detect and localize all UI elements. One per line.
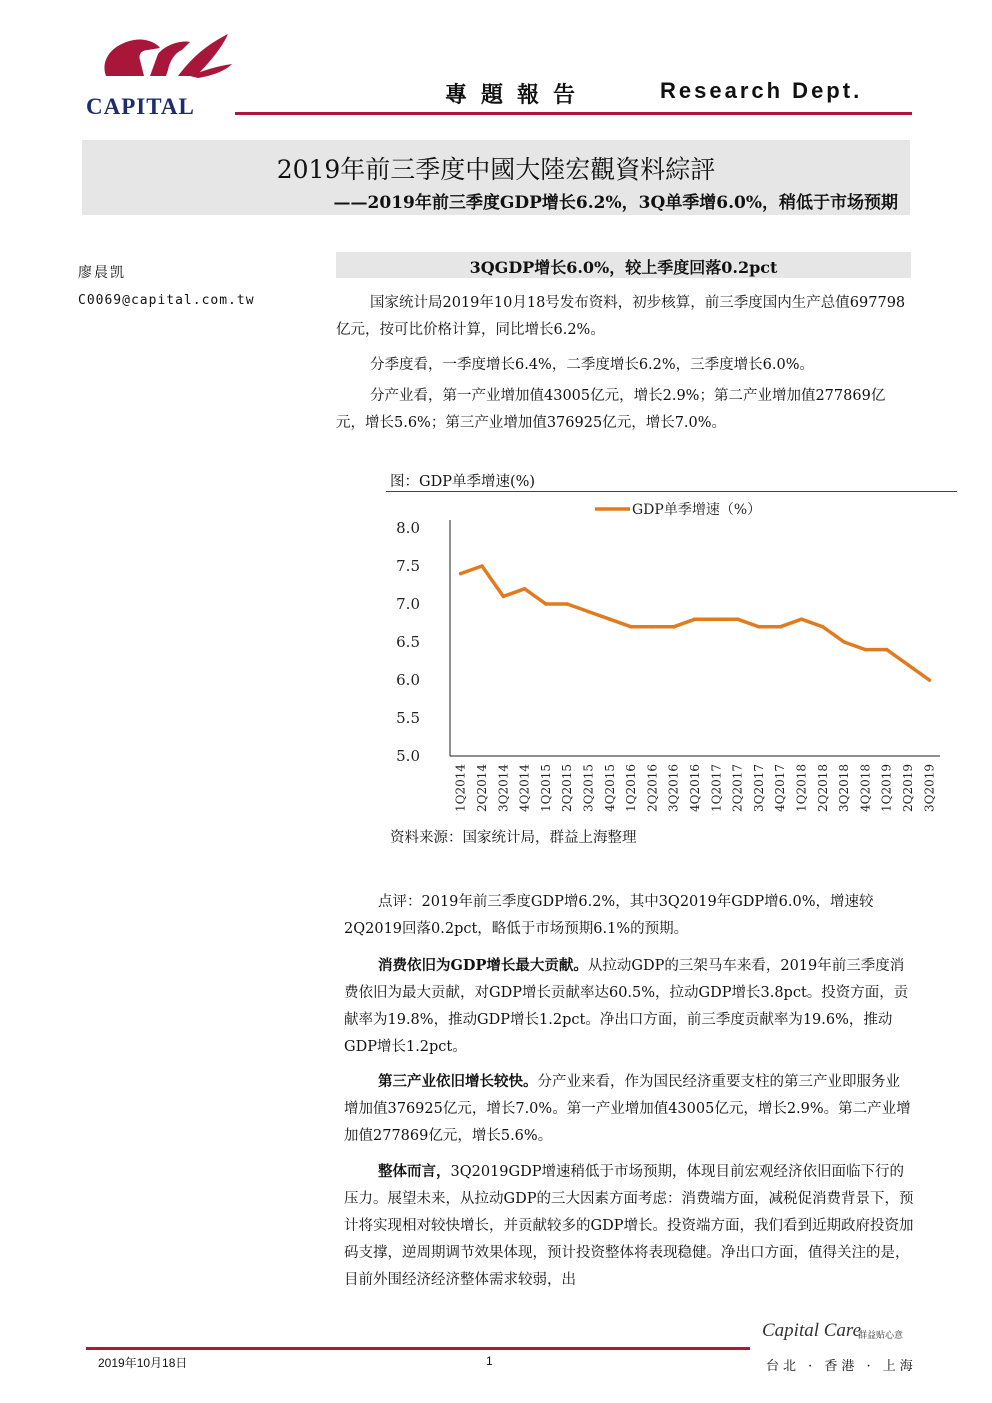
x-tick-label: 1Q2015 <box>538 764 553 813</box>
data-point <box>587 610 591 614</box>
data-point <box>885 648 889 652</box>
footer-brand-cn: 群益贴心意 <box>858 1331 904 1341</box>
x-tick-label: 3Q2016 <box>666 764 681 813</box>
capital-logo <box>86 30 236 120</box>
x-tick-label: 3Q2014 <box>496 764 511 813</box>
chart-source: 资料来源：国家统计局，群益上海整理 <box>390 830 637 846</box>
data-point <box>608 617 612 621</box>
x-tick-label: 2Q2014 <box>474 764 489 813</box>
footer-date: 2019年10月18日 <box>98 1356 188 1370</box>
logo-text: CAPITAL <box>86 94 195 119</box>
data-point <box>523 587 527 591</box>
data-point <box>736 617 740 621</box>
report-title: 2019年前三季度中國大陸宏觀資料綜評 <box>276 155 716 184</box>
x-tick-label: 4Q2018 <box>858 764 873 813</box>
x-tick-label: 2Q2017 <box>730 764 745 813</box>
x-tick-label: 1Q2014 <box>453 764 468 813</box>
y-tick-label: 8.0 <box>396 519 420 537</box>
comment-3-body: 分产业来看，作为国民经济重要支柱的第三产业即服务业增加值376925亿元，增长7.0%。第一产业增加值43005亿元，增长2.9%。第二产业增加值277869亿元，增长5.6%。 <box>344 1074 911 1144</box>
comment-3-lead: 第三产业依旧增长较快。 <box>378 1073 538 1090</box>
x-tick-label: 1Q2019 <box>879 764 894 813</box>
data-point <box>906 663 910 667</box>
data-point <box>501 595 505 599</box>
gdp-line-chart <box>380 495 960 825</box>
y-tick-label: 6.5 <box>396 633 420 651</box>
section-title: 3QGDP增长6.0%，较上季度回落0.2pct <box>469 258 778 277</box>
header-dept: Research Dept. <box>660 78 863 103</box>
data-point <box>565 602 569 606</box>
comment-2-body: 从拉动GDP的三架马车来看，2019年前三季度消费依旧为最大贡献，对GDP增长贡献率达60.5%，拉动GDP增长3.8pct。投资方面，贡献率为19.8%，推动GDP增长1.2pct。净出口方面，前三季度贡献率为19.6%，推动GDP增长1.2pct。 <box>344 958 909 1055</box>
data-point <box>928 678 932 682</box>
footer-brand: Capital Care <box>762 1320 862 1341</box>
series-line <box>461 566 930 680</box>
comment-paragraph-3 <box>344 1068 914 1150</box>
comment-4-lead: 整体而言， <box>378 1163 451 1180</box>
x-tick-label: 3Q2017 <box>751 764 766 813</box>
x-tick-label: 4Q2017 <box>773 764 788 813</box>
page-number: 1 <box>486 1354 493 1368</box>
x-tick-label: 4Q2015 <box>602 764 617 813</box>
legend-label: GDP单季增速（%） <box>632 502 762 518</box>
x-tick-label: 4Q2016 <box>688 764 702 813</box>
x-tick-label: 3Q2015 <box>581 764 596 813</box>
x-tick-label: 1Q2016 <box>624 764 639 813</box>
data-point <box>842 640 846 644</box>
intro-paragraph-1: 国家统计局2019年10月18号发布资料，初步核算，前三季度国内生产总值697798亿元，按可比价格计算，同比增长6.2%。 <box>336 295 906 338</box>
header-title: 專題報告 <box>445 83 590 108</box>
data-point <box>672 625 676 629</box>
data-point <box>757 625 761 629</box>
header-divider <box>235 112 912 115</box>
intro-paragraph-3: 分产业看，第一产业增加值43005亿元，增长2.9%；第二产业增加值277869亿元，增长5.6%；第三产业增加值376925亿元，增长7.0%。 <box>336 388 886 431</box>
data-point <box>715 617 719 621</box>
y-tick-label: 5.0 <box>396 747 420 765</box>
x-tick-label: 4Q2014 <box>517 764 532 813</box>
comment-4-body: 3Q2019GDP增速稍低于市场预期，体现目前宏观经济依旧面临下行的压力。展望未来，从拉动GDP的三大因素方面考虑：消费端方面，减税促消费背景下，预计将实现相对较快增长，并贡献较多的GDP增长。投资端方面，我们看到近期政府投资加码支撑，逆周期调节效果体现，预计投资整体将表现稳健。净出口方面，值得关注的是，目前外围经济经济整体需求较弱，出 <box>344 1164 914 1288</box>
chart-top-rule <box>386 491 957 492</box>
y-tick-label: 5.5 <box>396 709 420 727</box>
footer-cities: 台北 · 香港 · 上海 <box>766 1359 917 1374</box>
author-email[interactable]: C0069@capital.com.tw <box>78 293 255 308</box>
data-point <box>864 648 868 652</box>
data-point <box>459 572 463 576</box>
data-point <box>693 617 697 621</box>
y-tick-label: 6.0 <box>396 671 420 689</box>
x-tick-label: 2Q2019 <box>901 764 916 813</box>
x-tick-label: 1Q2018 <box>794 764 809 813</box>
y-tick-label: 7.0 <box>396 595 420 613</box>
x-tick-label: 2Q2018 <box>815 764 830 813</box>
data-point <box>629 625 633 629</box>
data-point <box>821 625 825 629</box>
x-tick-label: 1Q2017 <box>709 764 724 813</box>
x-tick-label: 3Q2018 <box>837 764 852 813</box>
data-point <box>800 617 804 621</box>
y-tick-label: 7.5 <box>396 557 420 575</box>
footer-divider <box>86 1347 750 1350</box>
comment-paragraph-1: 点评：2019年前三季度GDP增6.2%，其中3Q2019年GDP增6.0%，增速较2Q2019回落0.2pct，略低于市场预期6.1%的预期。 <box>344 894 874 937</box>
data-point <box>651 625 655 629</box>
data-point <box>778 625 782 629</box>
comment-paragraph-4 <box>344 1158 914 1294</box>
x-tick-label: 2Q2016 <box>645 764 660 813</box>
x-tick-label: 2Q2015 <box>560 764 575 813</box>
report-subtitle: ——2019年前三季度GDP增长6.2%，3Q单季增6.0%，稍低于市场预期 <box>333 193 898 213</box>
author-name: 廖晨凯 <box>78 265 126 281</box>
data-point <box>544 602 548 606</box>
chart-caption: 图：GDP单季增速(%) <box>390 474 536 490</box>
comment-paragraph-2 <box>344 952 914 1061</box>
data-point <box>480 564 484 568</box>
comment-2-lead: 消费依旧为GDP增长最大贡献。 <box>378 957 588 974</box>
intro-paragraph-2: 分季度看，一季度增长6.4%，二季度增长6.2%，三季度增长6.0%。 <box>370 357 815 373</box>
eagle-logo-icon <box>86 30 236 96</box>
x-tick-label: 3Q2019 <box>922 764 937 813</box>
